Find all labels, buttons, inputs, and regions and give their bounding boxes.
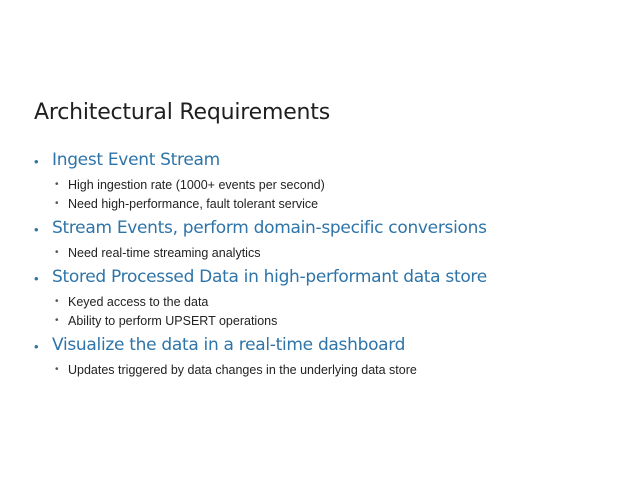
- bullet-heading: [34, 218, 624, 242]
- sub-bullet-dot-icon: •: [55, 247, 59, 258]
- bullet-dot-icon: •: [34, 339, 39, 354]
- bullet-heading-text: Visualize the data in a real-time dashboard: [52, 335, 406, 355]
- slide-title: Architectural Requirements: [34, 100, 330, 125]
- bullet-subitem: [34, 294, 624, 313]
- bullet-subitem-text: Keyed access to the data: [68, 295, 209, 309]
- bullet-list: [34, 150, 624, 381]
- bullet-heading-text: Ingest Event Stream: [52, 150, 220, 170]
- bullet-subitem-text: Need high-performance, fault tolerant service: [68, 197, 319, 211]
- bullet-subitem: [34, 177, 624, 196]
- bullet-subitem: [34, 313, 624, 332]
- bullet-subitem: [34, 362, 624, 381]
- bullet-subitem-text: Need real-time streaming analytics: [68, 246, 261, 260]
- bullet-dot-icon: •: [34, 271, 39, 286]
- bullet-heading-text: Stream Events, perform domain-specific conversions: [52, 218, 487, 238]
- bullet-subitem: [34, 245, 624, 264]
- bullet-dot-icon: •: [34, 222, 39, 237]
- bullet-subitem-text: High ingestion rate (1000+ events per second): [68, 178, 325, 192]
- sub-bullet-dot-icon: •: [55, 296, 59, 307]
- bullet-heading: [34, 150, 624, 174]
- sub-bullet-dot-icon: •: [55, 364, 59, 375]
- bullet-heading: [34, 335, 624, 359]
- bullet-subitem-text: Updates triggered by data changes in the underlying data store: [68, 363, 417, 377]
- bullet-dot-icon: •: [34, 154, 39, 169]
- sub-bullet-dot-icon: •: [55, 315, 59, 326]
- bullet-subitem-text: Ability to perform UPSERT operations: [68, 314, 278, 328]
- sub-bullet-dot-icon: •: [55, 198, 59, 209]
- bullet-subitem: [34, 196, 624, 215]
- bullet-heading: [34, 267, 624, 291]
- bullet-heading-text: Stored Processed Data in high-performant data store: [52, 267, 487, 287]
- sub-bullet-dot-icon: •: [55, 179, 59, 190]
